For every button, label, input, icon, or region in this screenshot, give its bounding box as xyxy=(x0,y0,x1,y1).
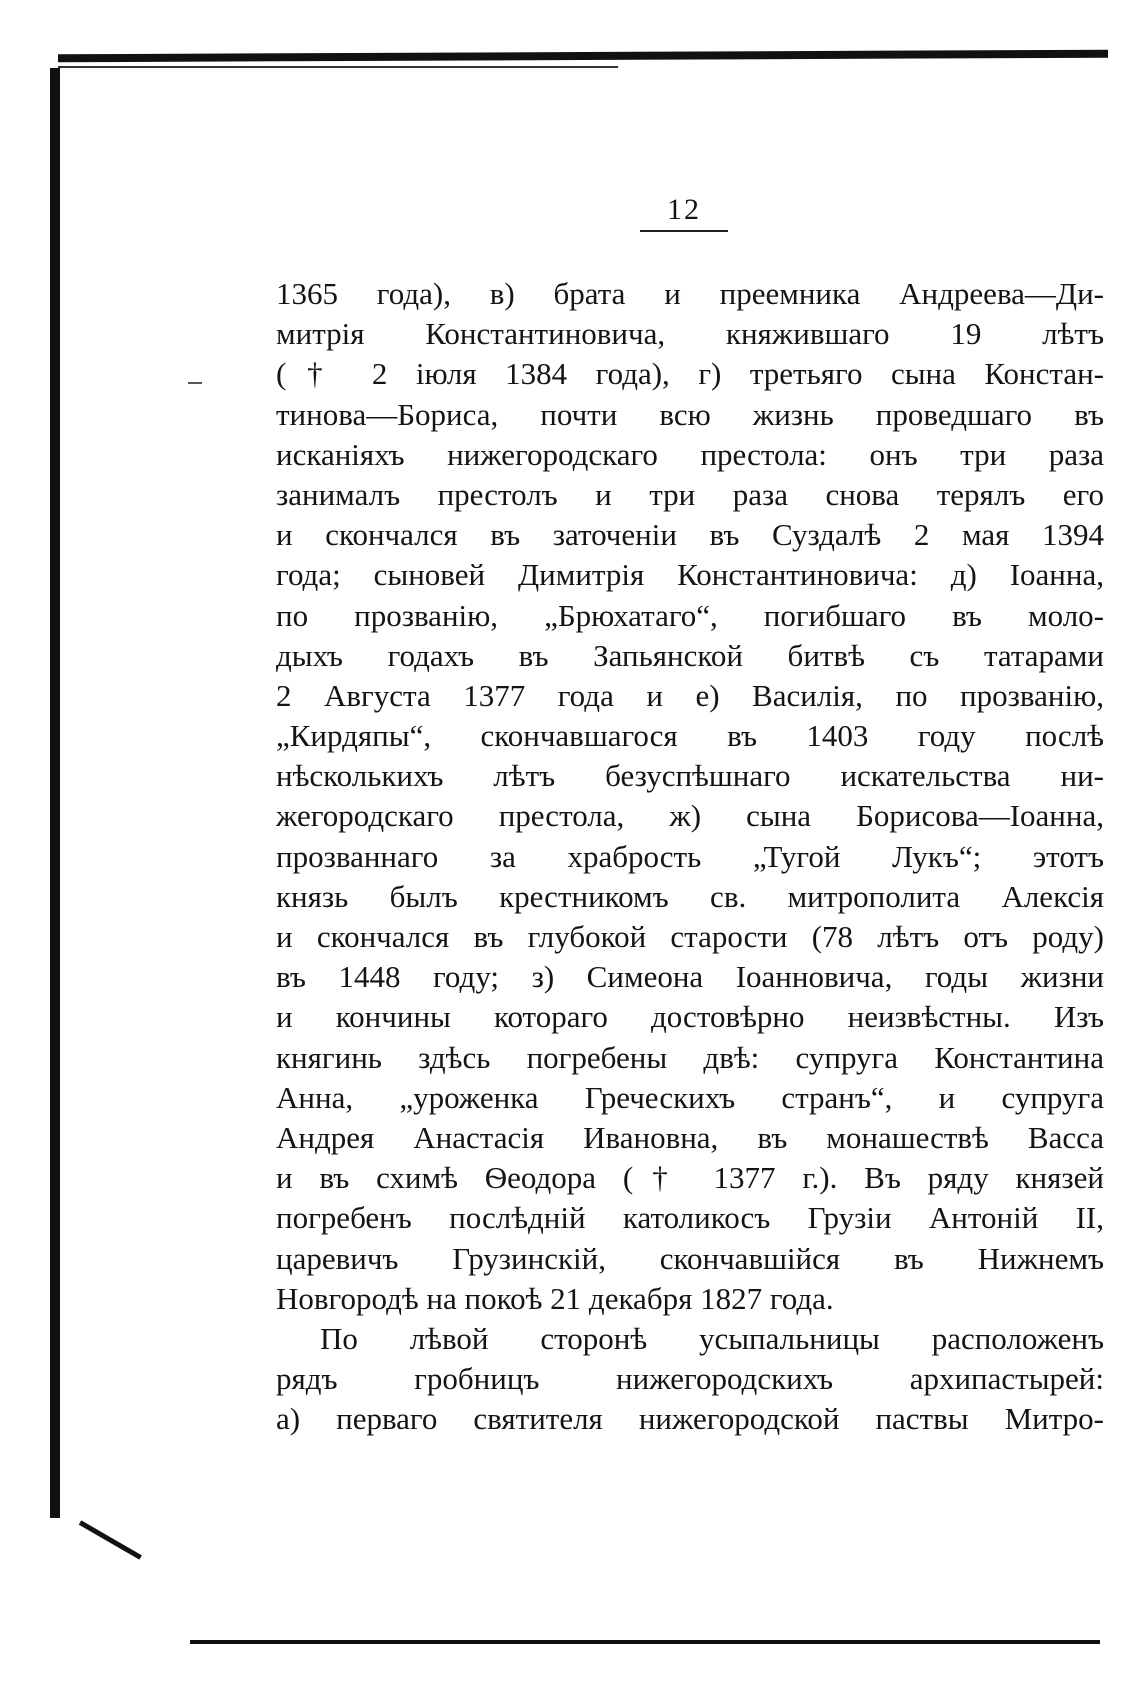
text-line: митрія Константиновича, княжившаго 19 лѣтъ xyxy=(276,316,1104,352)
text-line: и скончался въ заточеніи въ Суздалѣ 2 мая 1394 xyxy=(276,517,1104,553)
text-line: погребенъ послѣдній католикосъ Грузіи Антоній II, xyxy=(276,1200,1104,1236)
text-line: Андрея Анастасія Ивановна, въ монашествѣ Васса xyxy=(276,1119,1104,1155)
text-line: По лѣвой сторонѣ усыпальницы расположенъ xyxy=(320,1320,1104,1356)
text-line: 2 Августа 1377 года и е) Василія, по прозванію, xyxy=(276,677,1104,713)
text-line: и скончался въ глубокой старости (78 лѣтъ отъ роду) xyxy=(276,919,1104,954)
text-line: 1365 года), в) брата и преемника Андреева—Ди- xyxy=(276,276,1104,311)
text-line: († 2 іюля 1384 года), г) третьяго сына Констан- xyxy=(276,356,1104,392)
text-line: а) перваго святителя нижегородской паствы Митро- xyxy=(276,1401,1104,1437)
body-text xyxy=(276,274,1104,1439)
left-border-rule xyxy=(50,68,60,1518)
text-line: рядъ гробницъ нижегородскихъ архипастырей: xyxy=(276,1361,1104,1397)
text-line: и въ схимѣ Ѳеодора († 1377 г.). Въ ряду князей xyxy=(276,1160,1104,1196)
page-number: 12 xyxy=(640,190,728,232)
top-border-rule xyxy=(58,50,1108,63)
text-line: князь былъ крестникомъ св. митрополита Алексія xyxy=(276,878,1104,914)
text-line: княгинь здѣсь погребены двѣ: супруга Константина xyxy=(276,1039,1104,1075)
text-line: нѣсколькихъ лѣтъ безуспѣшнаго искательства ни- xyxy=(276,758,1104,794)
text-line: жегородскаго престола, ж) сына Борисова—Іоанна, xyxy=(276,798,1104,834)
text-line: по прозванію, „Брюхатаго“, погибшаго въ моло- xyxy=(276,597,1104,633)
text-line: Новгородѣ на покоѣ 21 декабря 1827 года. xyxy=(276,1280,834,1316)
text-line: исканіяхъ нижегородскаго престола: онъ три раза xyxy=(276,436,1104,472)
bottom-border-rule xyxy=(190,1640,1100,1644)
text-line: года; сыновей Димитрія Константиновича: д) Іоанна, xyxy=(276,557,1104,593)
text-line: въ 1448 году; з) Симеона Іоанновича, годы жизни xyxy=(276,959,1104,995)
text-line: прозваннаго за храбрость „Тугой Лукъ“; этотъ xyxy=(276,838,1104,874)
text-line: тинова—Бориса, почти всю жизнь проведшаго въ xyxy=(276,396,1104,432)
left-border-tail xyxy=(79,1520,142,1559)
text-line: Анна, „уроженка Греческихъ странъ“, и супруга xyxy=(276,1079,1104,1115)
text-line: царевичъ Грузинскій, скончавшійся въ Нижнемъ xyxy=(276,1240,1104,1276)
text-line: дыхъ годахъ въ Запьянской битвѣ съ татарами xyxy=(276,637,1104,673)
top-border-thin-rule xyxy=(58,66,618,68)
text-line: „Кирдяпы“, скончавшагося въ 1403 году послѣ xyxy=(276,718,1104,754)
margin-mark xyxy=(188,382,202,384)
text-line: и кончины котораго достовѣрно неизвѣстны. Изъ xyxy=(276,999,1104,1035)
text-line: занималъ престолъ и три раза снова терялъ его xyxy=(276,476,1104,512)
